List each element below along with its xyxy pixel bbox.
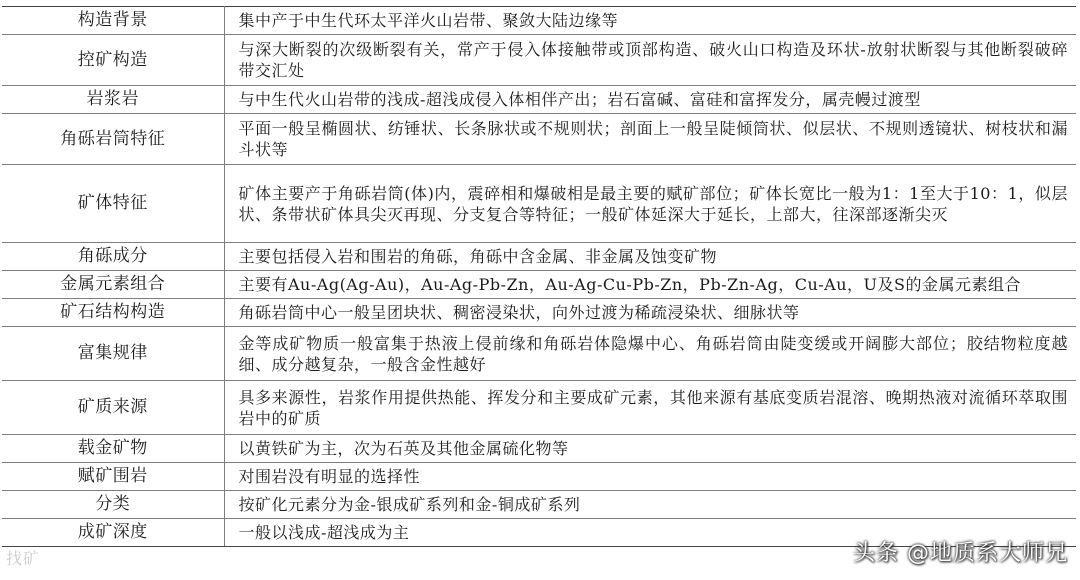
row-label: 分类: [2, 491, 224, 519]
row-value: 一般以浅成-超浅成为主: [224, 519, 1076, 547]
table-row: [2, 7, 1076, 35]
row-label: 成矿深度: [2, 519, 224, 547]
table-row: [2, 35, 1076, 86]
row-label: 金属元素组合: [2, 271, 224, 299]
watermark-left: 找矿: [6, 549, 41, 568]
row-value: 角砾岩筒中心一般呈团块状、稠密浸染状，向外过渡为稀疏浸染状、细脉状等: [224, 299, 1076, 327]
row-label: 矿体特征: [2, 165, 224, 243]
row-label: 矿质来源: [2, 381, 224, 435]
row-label: 角砾岩筒特征: [2, 114, 224, 165]
table-row: [2, 381, 1076, 435]
row-label: 岩浆岩: [2, 86, 224, 114]
row-value: 金等成矿物质一般富集于热液上侵前缘和角砾岩体隐爆中心、角砾岩筒由陡变缓或开阔膨大部位；胶结物粒度越细、成分越复杂，一般含金性越好: [224, 327, 1076, 381]
row-label: 富集规律: [2, 327, 224, 381]
row-value: 与深大断裂的次级断裂有关，常产于侵入体接触带或顶部构造、破火山口构造及环状-放射状断裂与其他断裂破碎带交汇处: [224, 35, 1076, 86]
row-value: 矿体主要产于角砾岩筒(体)内，震碎相和爆破相是最主要的赋矿部位；矿体长宽比一般为1：1至大于10：1，似层状、条带状矿体具尖灭再现、分支复合等特征；一般矿体延深大于延长，上部大，往深部逐渐尖灭: [224, 165, 1076, 243]
row-label: 构造背景: [2, 7, 224, 35]
table-row: [2, 327, 1076, 381]
table-row: [2, 165, 1076, 243]
row-value: 对围岩没有明显的选择性: [224, 463, 1076, 491]
table-row: [2, 299, 1076, 327]
table-row: [2, 86, 1076, 114]
row-value: 平面一般呈椭圆状、纺锤状、长条脉状或不规则状；剖面上一般呈陡倾筒状、似层状、不规则透镜状、树枝状和漏斗状等: [224, 114, 1076, 165]
row-label: 控矿构造: [2, 35, 224, 86]
row-value: 与中生代火山岩带的浅成-超浅成侵入体相伴产出；岩石富碱、富硅和富挥发分，属壳幔过渡型: [224, 86, 1076, 114]
table-row: [2, 271, 1076, 299]
row-value: 集中产于中生代环太平洋火山岩带、聚敛大陆边缘等: [224, 7, 1076, 35]
row-label: 赋矿围岩: [2, 463, 224, 491]
table-row: [2, 463, 1076, 491]
deposit-characteristics-table: [2, 6, 1076, 547]
table-row: [2, 114, 1076, 165]
watermark-author: 头条 @地质系大师兄: [853, 541, 1068, 566]
table-row: [2, 243, 1076, 271]
row-value: 具多来源性，岩浆作用提供热能、挥发分和主要成矿元素，其他来源有基底变质岩混溶、晚期热液对流循环萃取围岩中的矿质: [224, 381, 1076, 435]
row-value: 按矿化元素分为金-银成矿系列和金-铜成矿系列: [224, 491, 1076, 519]
table-row: [2, 435, 1076, 463]
row-label: 角砾成分: [2, 243, 224, 271]
geology-table-container: [0, 6, 1080, 547]
table-row: [2, 491, 1076, 519]
row-value: 主要有Au-Ag(Ag-Au)，Au-Ag-Pb-Zn，Au-Ag-Cu-Pb-Zn，Pb-Zn-Ag，Cu-Au，U及S的金属元素组合: [224, 271, 1076, 299]
row-label: 矿石结构构造: [2, 299, 224, 327]
row-value: 以黄铁矿为主，次为石英及其他金属硫化物等: [224, 435, 1076, 463]
row-label: 载金矿物: [2, 435, 224, 463]
row-value: 主要包括侵入岩和围岩的角砾，角砾中含金属、非金属及蚀变矿物: [224, 243, 1076, 271]
